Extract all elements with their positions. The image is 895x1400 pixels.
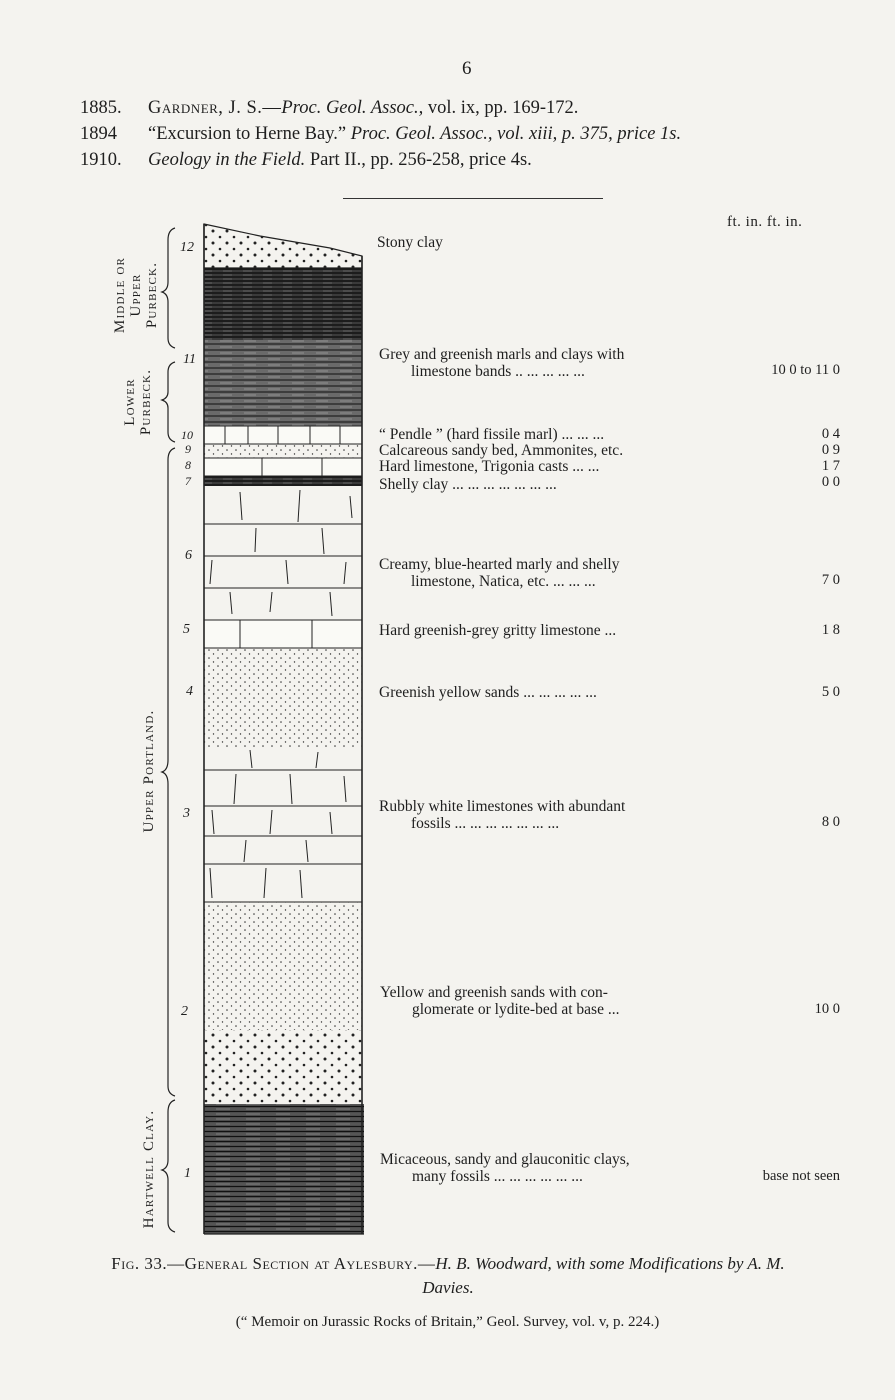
stratum-10 [204,426,362,444]
figure-caption-title: Fig. 33.—General Section at Aylesbury.— [111,1254,436,1273]
stratum-6 [204,490,362,616]
stratum-9 [204,444,362,458]
stratum-7 [204,476,362,486]
bed-number-3: 3 [183,806,190,821]
stratum-11 [204,340,362,426]
reference-author: Gardner, J. S.— [148,98,282,118]
stratum-description-10: “ Pendle ” (hard fissile marl) ... ... ... [379,426,605,443]
reference-detail: vol. ix, pp. 169-172. [423,98,579,118]
stratum-description-7: Shelly clay ... ... ... ... ... ... ... [379,476,557,493]
thickness-1: base not seen [762,1168,840,1184]
stratum-description-5: Hard greenish-grey gritty limestone ... [379,622,617,639]
formation-label-middle-upper-purbeck: Middle or Upper Purbeck. [112,256,160,334]
bed-number-11: 11 [183,352,196,367]
page-number: 6 [462,58,472,79]
figure-caption-authors: H. B. Woodward, with some Modifications by A. M. Davies. [422,1254,785,1297]
bed-number-10: 10 [181,428,193,442]
thickness-4: 5 0 [821,684,840,700]
bed-number-4: 4 [186,684,193,699]
reference-detail: Part II., pp. 256-258, price 4s. [305,150,532,170]
bed-number-1: 1 [184,1166,191,1181]
thickness-10: 0 4 [821,426,840,442]
stratum-description-8: Hard limestone, Trigonia casts ... ... [379,458,600,475]
formation-label-lower-purbeck: Lower Purbeck. [122,368,154,436]
reference-title: Proc. Geol. Assoc., [281,98,424,118]
stratum-description-9: Calcareous sandy bed, Ammonites, etc. [379,442,624,459]
reference-year: 1894 [80,124,117,144]
thickness-8: 1 7 [821,458,840,474]
reference-year: 1885. [80,98,122,118]
formation-label-upper-portland: Upper Portland. [141,709,157,833]
reference-year: 1910. [80,150,122,170]
bed-number-9: 9 [185,442,191,456]
stratum-1 [204,1104,364,1234]
stratum-description-11: Grey and greenish marls and clays with limestone bands .. ... ... ... ... [379,346,625,380]
stratum-12 [204,224,362,340]
formation-braces [162,228,175,1232]
stratum-8 [204,458,362,476]
formation-label-hartwell-clay: Hartwell Clay. [141,1109,157,1229]
figure-source: (“ Memoir on Jurassic Rocks of Britain,” Geol. Survey, vol. v, p. 224.) [235,1314,660,1330]
bed-number-6: 6 [185,548,192,563]
stratum-description-12: Stony clay [377,234,443,251]
stratum-description-6: Creamy, blue-hearted marly and shelly limestone, Natica, etc. ... ... ... [379,556,620,590]
stratum-2 [204,902,362,1104]
stratum-3 [204,750,362,902]
stratum-5 [204,620,362,648]
thickness-7: 0 0 [821,474,840,490]
thickness-5: 1 8 [821,622,840,638]
reference-title: Geology in the Field. [148,150,306,170]
figure-caption [88,1252,808,1300]
bed-number-7: 7 [185,474,191,488]
thickness-6: 7 0 [821,572,840,588]
reference-title: “Excursion to Herne Bay.” [148,124,351,144]
stratum-4 [204,648,362,748]
thickness-11: 10 0 to 11 0 [771,362,840,378]
bed-number-5: 5 [183,622,190,637]
thickness-2: 10 0 [814,1001,840,1017]
stratum-description-3: Rubbly white limestones with abundant fossils ... ... ... ... ... ... ... [379,798,626,832]
bed-number-12: 12 [180,240,194,255]
stratum-description-1: Micaceous, sandy and glauconitic clays, many fossils ... ... ... ... ... ... [380,1151,630,1185]
reference-detail: Proc. Geol. Assoc., vol. xiii, p. 375, price 1s. [350,124,682,144]
thickness-header: ft. in. ft. in. [727,214,803,230]
bed-number-8: 8 [185,458,191,472]
stratum-description-2: Yellow and greenish sands with con- glomerate or lydite-bed at base ... [380,984,620,1018]
bed-number-2: 2 [181,1004,188,1019]
thickness-3: 8 0 [821,814,840,830]
stratum-description-4: Greenish yellow sands ... ... ... ... ... [379,684,597,701]
thickness-9: 0 9 [821,442,840,458]
